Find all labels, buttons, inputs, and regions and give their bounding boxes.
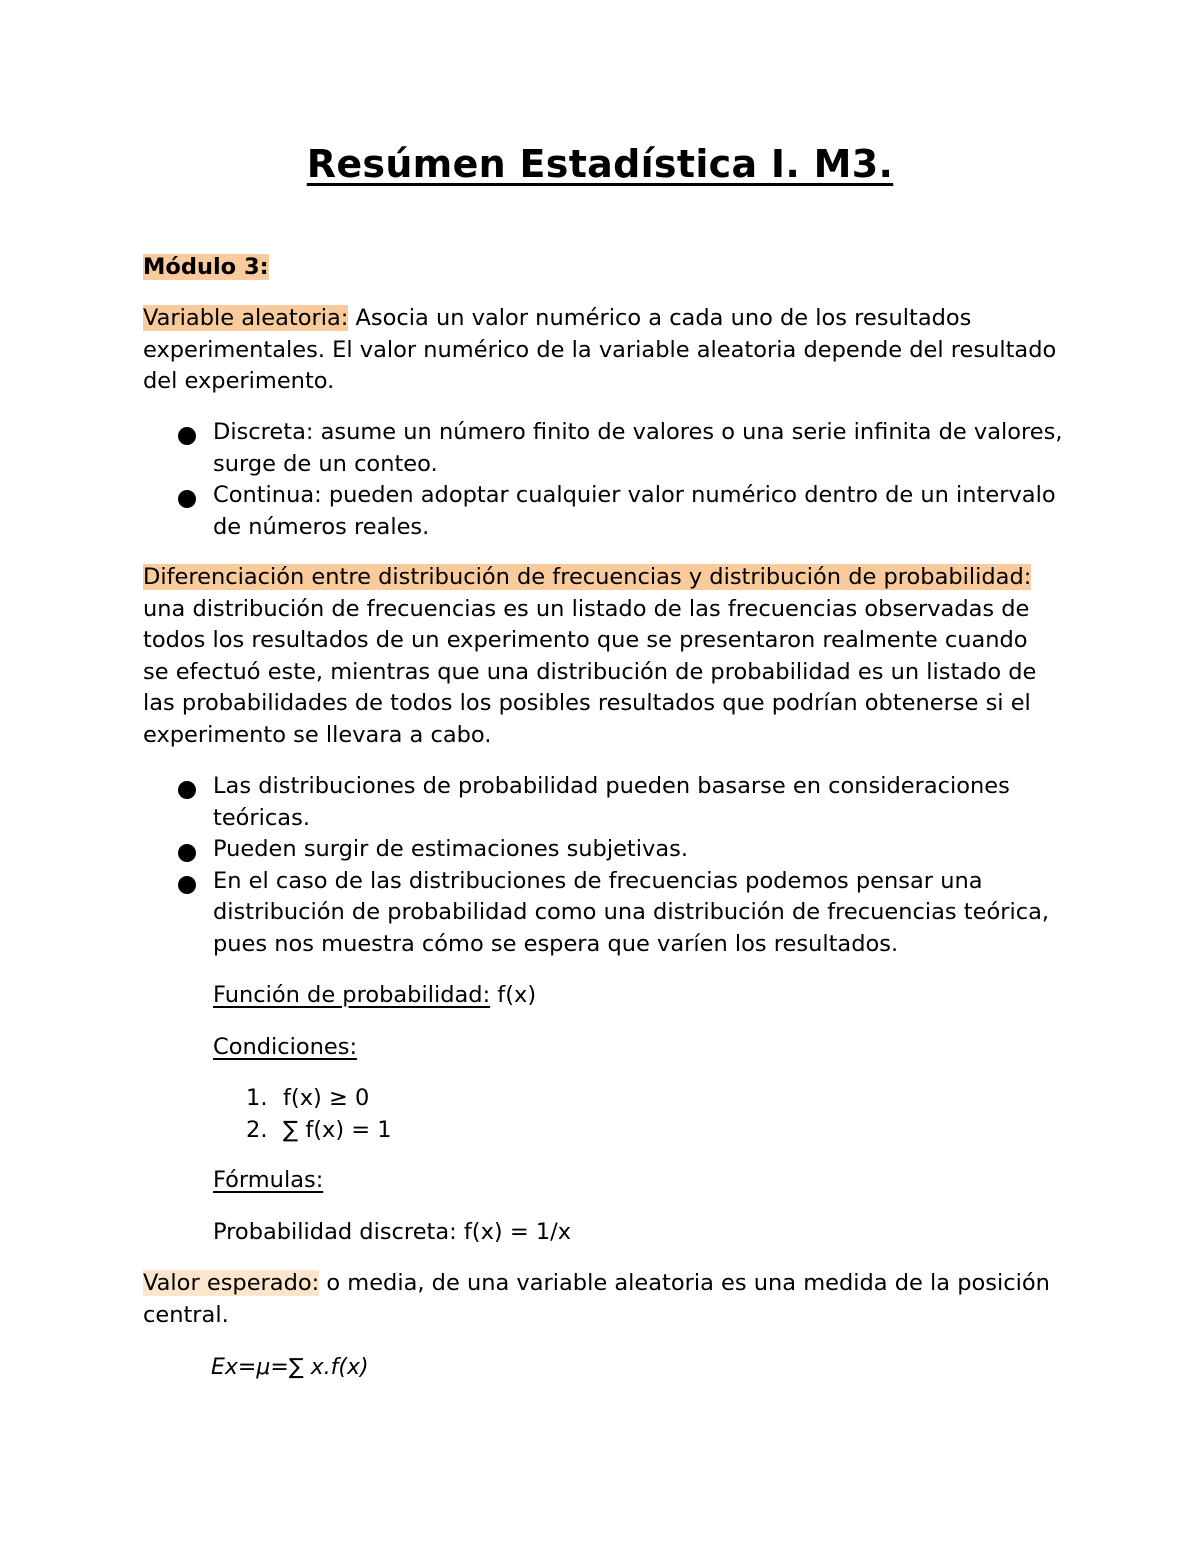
bullet-icon [178, 781, 196, 799]
module-heading-label: Módulo 3: [143, 254, 269, 280]
variable-term: Variable aleatoria: [143, 305, 349, 331]
list-item [143, 480, 1073, 543]
diferenciacion-paragraph [143, 562, 1058, 752]
note-text: Pueden surgir de estimaciones subjetivas. [213, 836, 688, 863]
formula-text: Ex=μ=∑ x.f(x) [211, 1355, 369, 1380]
formulas-label: Fórmulas: [213, 1167, 324, 1193]
condicion-text: f(x) ≥ 0 [283, 1085, 370, 1111]
list-item [143, 866, 1073, 961]
condiciones-list [143, 1083, 1073, 1146]
variable-types-list [143, 417, 1073, 543]
item-number: 2. [246, 1116, 268, 1143]
variable-definition: Asocia un valor numérico a cada uno de los resultados experimentales. El valor numérico de la variable aleatoria depende del resultado del experimento. [143, 305, 1057, 395]
formulas-heading [213, 1165, 1143, 1197]
probabilidad-discreta-text: Probabilidad discreta: f(x) = 1/x [213, 1219, 572, 1245]
probabilidad-discreta-line [213, 1217, 1143, 1249]
notes-list [143, 771, 1073, 961]
list-item [143, 1083, 1073, 1115]
diferenciacion-term: Diferenciación entre distribución de frecuencias y distribución de probabilidad: [143, 564, 1032, 590]
item-number: 1. [246, 1085, 268, 1111]
condiciones-label: Condiciones: [213, 1034, 358, 1060]
list-item [143, 834, 1073, 866]
funcion-label: Función de probabilidad: [213, 982, 491, 1008]
diferenciacion-definition: una distribución de frecuencias es un listado de las frecuencias observadas de todos los resultados de un experimento que se presentaron realmente cuando se efectuó este, mientras que una distribución de probabilidad es un listado de las probabilidades de todos los posibles resultados que podrían obtenerse si el experimento se llevara a cabo. [143, 595, 1037, 748]
type-discreta: Discreta: asume un número finito de valores o una serie infinita de valores, surge de un conteo. [213, 419, 1063, 477]
bullet-icon [178, 490, 196, 508]
module-heading [143, 252, 1073, 284]
list-item [143, 1115, 1073, 1147]
valor-esperado-paragraph [143, 1268, 1073, 1331]
list-item [143, 417, 1073, 480]
condiciones-heading [213, 1032, 1143, 1064]
valor-esperado-definition: o media, de una variable aleatoria es una medida de la posición central. [143, 1270, 1050, 1328]
funcion-line [213, 980, 1143, 1012]
bullet-icon [178, 427, 196, 445]
valor-esperado-formula [211, 1352, 1141, 1384]
variable-paragraph [143, 303, 1073, 398]
bullet-icon [178, 844, 196, 862]
bullet-icon [178, 876, 196, 894]
list-item [143, 771, 1073, 834]
type-continua: Continua: pueden adoptar cualquier valor numérico dentro de un intervalo de números reales. [213, 482, 1056, 540]
valor-esperado-term: Valor esperado: [143, 1270, 320, 1296]
funcion-value: f(x) [490, 982, 537, 1008]
page-title: Resúmen Estadística I. M3. [306, 142, 894, 186]
condicion-text: ∑ f(x) = 1 [283, 1116, 392, 1143]
note-text: Las distribuciones de probabilidad pueden basarse en consideraciones teóricas. [213, 773, 1010, 831]
note-text: En el caso de las distribuciones de frecuencias podemos pensar una distribución de probabilidad como una distribución de frecuencias teórica, pues nos muestra cómo se espera que varíen los resultados. [213, 867, 1050, 957]
